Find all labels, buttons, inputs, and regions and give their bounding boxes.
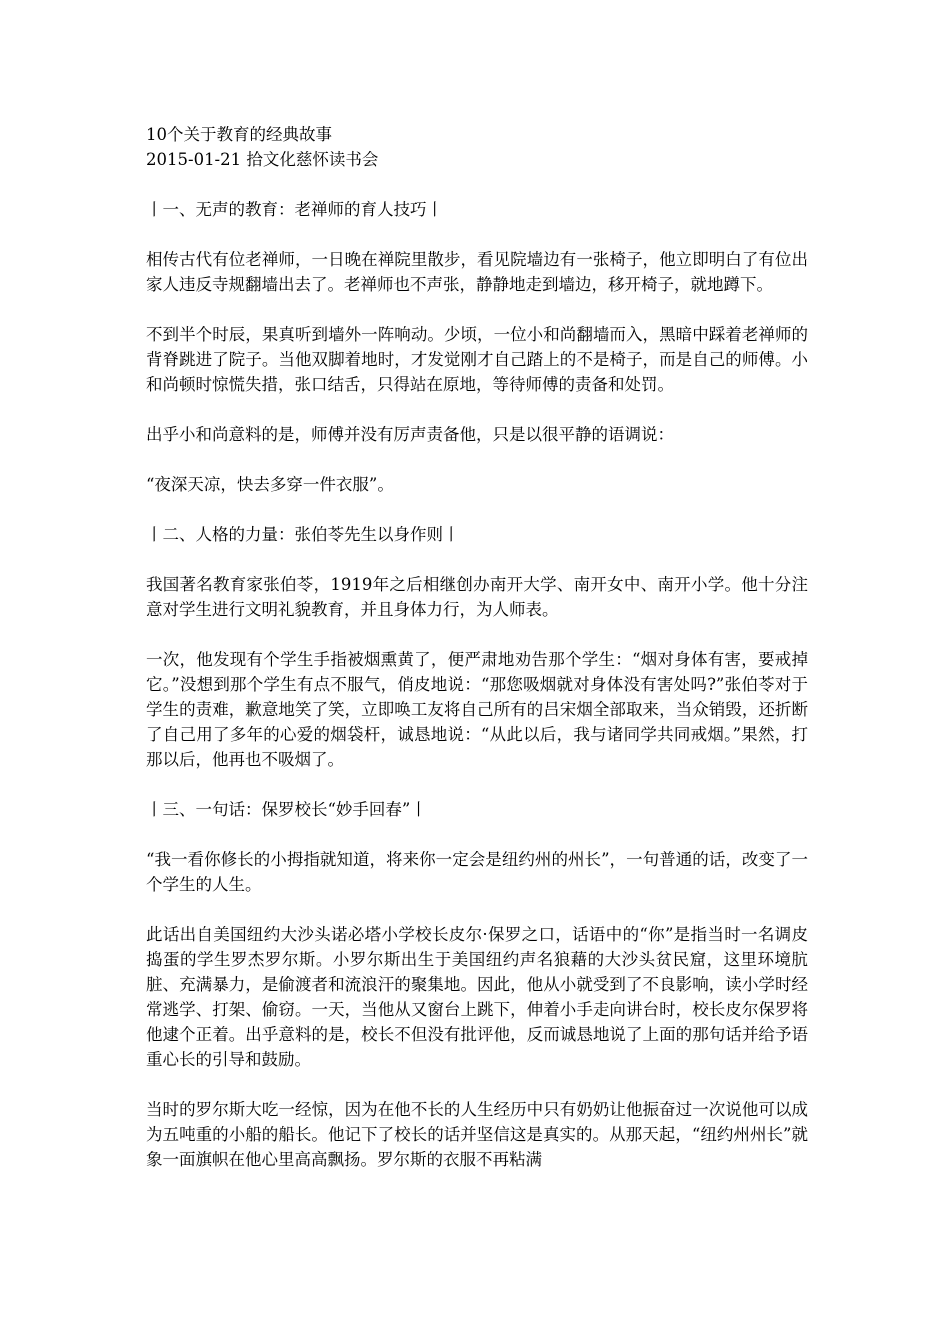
paragraph: 一次，他发现有个学生手指被烟熏黄了，便严肃地劝告那个学生：“烟对身体有害，要戒掉它。”没想到那个学生有点不服气，俏皮地说：“那您吸烟就对身体没有害处吗?”张伯苓对于学生的责难，歉意地笑了笑，立即唤工友将自己所有的吕宋烟全部取来，当众销毁，还折断了自己用了多年的心爱的烟袋杆，诚恳地说：“从此以后，我与诸同学共同戒烟。”果然，打那以后，他再也不吸烟了。 [146, 650, 808, 769]
paragraph: 此话出自美国纽约大沙头诺必塔小学校长皮尔·保罗之口，话语中的“你”是指当时一名调皮捣蛋的学生罗杰罗尔斯。小罗尔斯出生于美国纽约声名狼藉的大沙头贫民窟，这里环境肮脏、充满暴力，是偷渡者和流浪汗的聚集地。因此，他从小就受到了不良影响，读小学时经常逃学、打架、偷窃。一天，当他从又窗台上跳下，伸着小手走向讲台时，校长皮尔保罗将他逮个正着。出乎意料的是，校长不但没有批评他，反而诚恳地说了上面的那句话并给予语重心长的引导和鼓励。 [146, 925, 808, 1069]
paragraph: 相传古代有位老禅师，一日晚在禅院里散步，看见院墙边有一张椅子，他立即明白了有位出家人违反寺规翻墙出去了。老禅师也不声张，静静地走到墙边，移开椅子，就地蹲下。 [146, 250, 808, 294]
paragraph: “我一看你修长的小拇指就知道，将来你一定会是纽约州的州长”，一句普通的话，改变了一个学生的人生。 [146, 850, 808, 894]
section-heading-2: 丨二、人格的力量：张伯苓先生以身作则丨 [146, 525, 460, 544]
section-heading-1: 丨一、无声的教育：老禅师的育人技巧丨 [146, 200, 443, 219]
paragraph: 出乎小和尚意料的是，师傅并没有厉声责备他，只是以很平静的语调说： [146, 425, 674, 444]
paragraph: 当时的罗尔斯大吃一经惊，因为在他不长的人生经历中只有奶奶让他振奋过一次说他可以成为五吨重的小船的船长。他记下了校长的话并坚信这是真实的。从那天起，“纽约州州长”就象一面旗帜在他心里高高飘扬。罗尔斯的衣服不再粘满 [146, 1100, 808, 1169]
document-title: 10个关于教育的经典故事 [146, 125, 332, 144]
paragraph: 我国著名教育家张伯苓，1919年之后相继创办南开大学、南开女中、南开小学。他十分注意对学生进行文明礼貌教育，并且身体力行，为人师表。 [146, 575, 808, 619]
paragraph: “夜深天凉，快去多穿一件衣服”。 [146, 475, 394, 494]
paragraph: 不到半个时辰，果真听到墙外一阵响动。少顷，一位小和尚翻墙而入，黑暗中踩着老禅师的背脊跳进了院子。当他双脚着地时，才发觉刚才自己踏上的不是椅子，而是自己的师傅。小和尚顿时惊慌失措，张口结舌，只得站在原地，等待师傅的责备和处罚。 [146, 325, 808, 394]
document-body [146, 122, 808, 1172]
section-heading-3: 丨三、一句话：保罗校长“妙手回春”丨 [146, 800, 427, 819]
document-byline: 2015-01-21 拾文化慈怀读书会 [146, 150, 379, 169]
